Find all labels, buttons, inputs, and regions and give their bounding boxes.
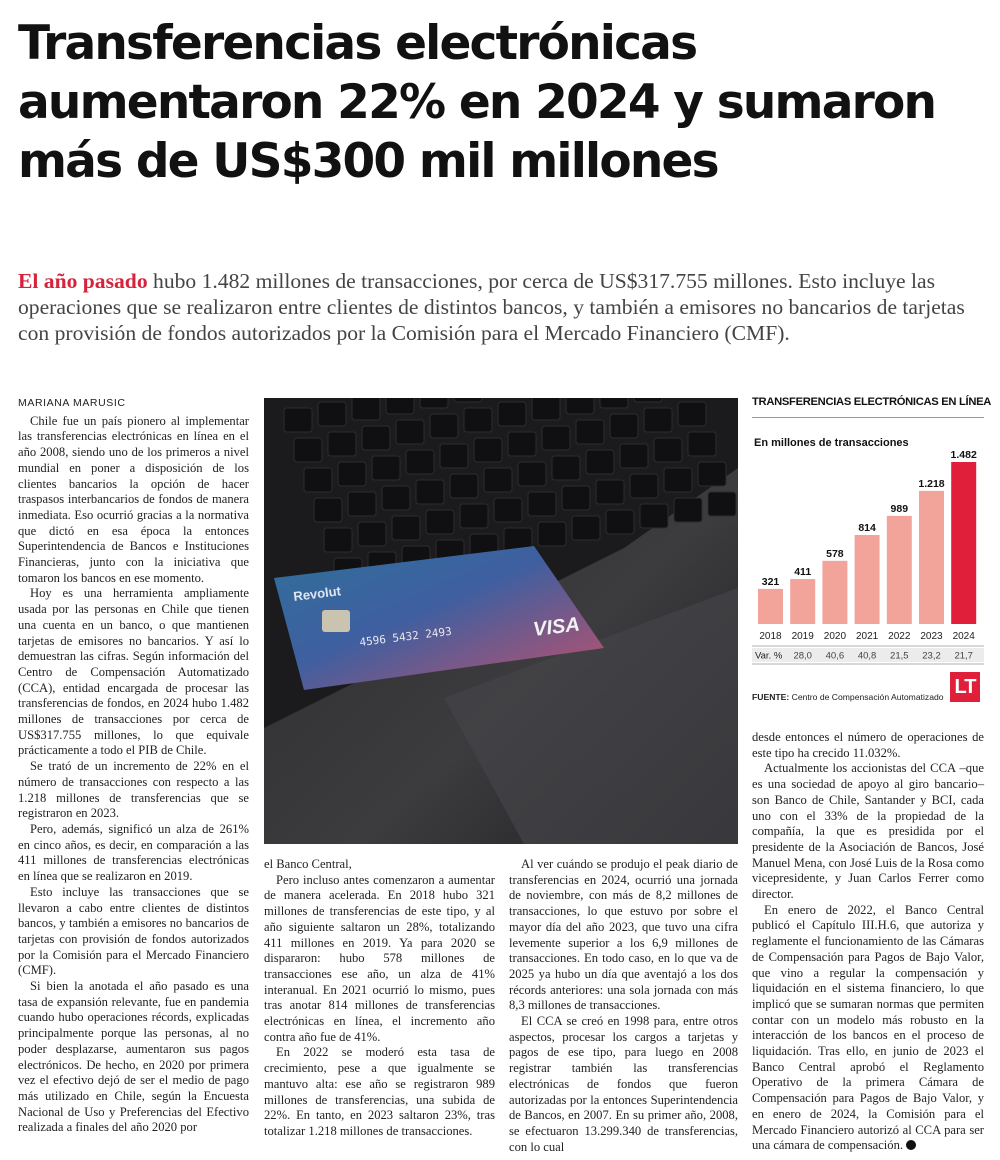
keyboard-key (440, 444, 468, 468)
chart-subtitle: En millones de transacciones (754, 437, 909, 449)
article-photo (264, 398, 738, 844)
keyboard-key (284, 408, 312, 432)
paragraph: Se trató de un incremento de 22% en el número de transacciones con respecto a las 1.218 millones de transferencias que se registraron en 2023. (18, 759, 249, 821)
keyboard-key (630, 474, 658, 498)
keyboard-key (688, 432, 716, 456)
keyboard-key (426, 510, 454, 534)
keyboard-key (600, 398, 628, 408)
x-tick-label: 2022 (888, 631, 911, 642)
paragraph: Chile fue un país pionero al implementar las transferencias electrónicas en línea en el año 2008, siendo uno de los primeros a nivel mundial en poner a disposición de los clientes bancarios la opción de hacer traspasos interbancarios de fondos de manera inmediata. Eso ocurrió gracias a la normativa que dictó en esa época la entonces Superintendencia de Bancos e Instituciones Financieras, junto con la iniciativa que tomaron los bancos en ese momento. (18, 413, 249, 585)
x-tick-label: 2021 (855, 631, 879, 642)
bar-value-label: 1.482 (950, 449, 977, 461)
keyboard-key (572, 516, 600, 540)
keyboard-key (674, 498, 702, 522)
paragraph: Actualmente los accionistas del CCA –que es una sociedad de apoyo al giro bancario– son Banco de Chile, Santander y BCI, cada uno con el 33% de la propiedad de la compañía, la que es presidida por el presidente de la Asociación de Bancos, José Manuel Mena, con José Luis de la Rosa como vicepresidente, y Juan Carlos Ferrer como director. (752, 761, 984, 902)
paragraph: Pero incluso antes comenzaron a aumentar de manera acelerada. En 2018 hubo 321 millones de transferencias de este tipo, y al año siguiente saltaron un 28%, totalizando 411 millones en 2019. Ya para 2020 se dispararon: hubo 578 millones de transacciones ese año, un alza de 41% interanual. En 2021 ocurrió lo mismo, pues tras anotar 814 millones de transferencias electrónicas en línea, el incremento año contra año fue de 41%. (264, 872, 495, 1044)
article-column-3 (509, 857, 738, 1155)
chart-bar (855, 535, 880, 624)
article-column-1 (18, 396, 249, 1136)
keyboard-key (318, 402, 346, 426)
lead-text: hubo 1.482 millones de transacciones, por cerca de US$317.755 millones. Esto incluye las operaciones que se realizaron entre clientes de distintos bancos, y también a emisores no bancarios de tarjetas con provisión de fondos autorizados por la Comisión para el Mercado Financiero (CMF). (18, 269, 965, 345)
chart-title: TRANSFERENCIAS ELECTRÓNICAS EN LÍNEA (752, 396, 992, 408)
x-tick-label: 2024 (952, 631, 975, 642)
keyboard-key (314, 498, 342, 522)
source-text: Centro de Compensación Automatizado (791, 692, 944, 702)
paragraph-text: En enero de 2022, el Banco Central publicó el Capítulo III.H.6, que autoriza y reglamente el funcionamiento de las Cámaras de Compensación para Pagos de Bajo Valor, que vino a regular la compensación y liquidación en el sistema financiero, lo que implicó que se sumaran normas que permiten contar con un modelo más robusto en la interacción de los bancos en el proceso de liquidación. Tras ello, en junio de 2023 el Banco Central aprobó el Reglamento Operativo de la primera Cámara de Compensación para Pagos de Bajo Valor, y en enero de 2024, la Comisión para el Mercado Financiero autorizó al CCA para ser una cámara de compensación. (752, 902, 984, 1153)
keyboard-key (532, 398, 560, 420)
paragraph: Hoy es una herramienta ampliamente usada por las personas en Chile que tienen una cuenta en un banco, o que mantienen tarjetas de emisores no bancarios. Y así lo demuestran las cifras. Según información del Centro de Compensación Automatizado (CCA), entidad encargada de procesar las transferencias de fondos, en 2024 hubo 1.482 millones de transacciones por cerca de US$317.755 millones, lo que equivale prácticamente a todo el PIB de Chile. (18, 586, 249, 758)
x-tick-label: 2018 (759, 631, 782, 642)
var-value-label: 40,8 (857, 650, 877, 662)
keyboard-key (498, 402, 526, 426)
chart-bar (790, 579, 815, 624)
keyboard-key (542, 426, 570, 450)
keyboard-key (304, 468, 332, 492)
keyboard-key (352, 398, 380, 420)
bar-value-label: 578 (826, 547, 844, 560)
paragraph (752, 903, 984, 1154)
x-tick-label: 2020 (823, 631, 847, 642)
keyboard-key (678, 402, 706, 426)
source-label: FUENTE: (752, 692, 790, 702)
keyboard-key (406, 450, 434, 474)
keyboard-key (460, 504, 488, 528)
keyboard-key (586, 450, 614, 474)
keyboard-key (430, 414, 458, 438)
keyboard-key (620, 444, 648, 468)
headline: Transferencias electrónicas aumentaron 22% en 2024 y sumaron más de US$300 mil millones (18, 16, 936, 189)
keyboard-key (348, 492, 376, 516)
paragraph: Al ver cuándo se produjo el peak diario de transferencias en 2024, ocurrió una jornada de noviembre, con más de 8,2 millones de transacciones, lo que estuvo por sobre el mayor día del año 2023, que tuvo una cifra levemente superior a los 6,9 millones de transacciones. En todo caso, en lo que va de 2025 ya hubo un día que aventajó a los dos récords anteriores: una sola jornada con más 8,3 millones de transacciones. (509, 857, 738, 1013)
lt-logo: LT (950, 672, 980, 702)
chart-bar (758, 589, 783, 624)
var-value-label: 23,2 (922, 650, 941, 662)
keyboard-key (566, 398, 594, 414)
keyboard-key (538, 522, 566, 546)
keyboard-key (552, 456, 580, 480)
lead-highlight: El año pasado (18, 269, 148, 293)
var-value-label: 21,7 (954, 650, 973, 662)
keyboard-key (386, 398, 414, 414)
keyboard-key (324, 528, 352, 552)
paragraph: Pero, además, significó un alza de 261% en cinco años, es decir, en comparación a las 411 millones de transferencias electrónicas en línea que se realizaron en 2019. (18, 821, 249, 884)
keyboard-key (484, 468, 512, 492)
keyboard-key (708, 492, 736, 516)
keyboard-key (508, 432, 536, 456)
keyboard-key (610, 414, 638, 438)
keyboard-key (474, 438, 502, 462)
keyboard-key (420, 398, 448, 408)
chart-bar (822, 561, 847, 624)
var-value-label: 40,6 (825, 650, 845, 662)
keyboard-key (464, 408, 492, 432)
article-column-2 (264, 857, 495, 1140)
keyboard-key (644, 408, 672, 432)
chart-bar (951, 462, 976, 624)
keyboard-key (576, 420, 604, 444)
x-tick-label: 2019 (791, 631, 814, 642)
keyboard-key (358, 522, 386, 546)
bar-value-label: 814 (858, 522, 876, 535)
chart-source (752, 692, 944, 702)
keyboard-key (416, 480, 444, 504)
var-value-label: 28,0 (793, 650, 812, 662)
keyboard-key (362, 426, 390, 450)
keyboard-key (634, 398, 662, 402)
lead-paragraph (18, 268, 978, 346)
keyboard-key (606, 510, 634, 534)
keyboard-key (698, 462, 726, 486)
keyboard-key (372, 456, 400, 480)
chart-plot (752, 396, 984, 686)
card-network-logo: VISA (531, 613, 581, 641)
bar-value-label: 411 (794, 566, 812, 579)
x-tick-label: 2023 (920, 631, 943, 642)
keyboard-key (596, 480, 624, 504)
keyboard-key (392, 516, 420, 540)
paragraph: Esto incluye las transacciones que se llevaron a cabo entre clientes de distintos bancos, y también a emisores no bancarios de tarjetas con provisión de fondos autorizados por la Comisión para el Mercado Financiero (CMF). (18, 884, 249, 978)
keyboard-key (528, 492, 556, 516)
keyboard-key (518, 462, 546, 486)
var-value-label: 21,5 (890, 650, 909, 662)
card-number: 4596 5432 2493 (358, 624, 453, 649)
keyboard-key (640, 504, 668, 528)
paragraph: desde entonces el número de operaciones de este tipo ha crecido 11.032%. (752, 730, 984, 760)
laptop-credit-card-photo (264, 398, 738, 844)
chart-bar (887, 516, 912, 624)
byline: MARIANA MARUSIC (18, 397, 126, 409)
keyboard-key (338, 462, 366, 486)
keyboard-key (294, 438, 322, 462)
keyboard-key (396, 420, 424, 444)
keyboard-key (494, 498, 522, 522)
keyboard-key (328, 432, 356, 456)
keyboard-key (454, 398, 482, 402)
keyboard-key (664, 468, 692, 492)
bar-chart (752, 396, 992, 712)
bar-value-label: 989 (890, 502, 909, 515)
card-chip (322, 610, 350, 632)
paragraph: En 2022 se moderó esta tasa de crecimiento, pese a que igualmente se mantuvo alta: ese año se registraron 989 millones de transferencias, una subida de 22%. En tanto, en 2023 saltaron 23%, tras totalizar 1.218 millones de transacciones. (264, 1045, 495, 1138)
keyboard-key (382, 486, 410, 510)
bar-value-label: 321 (761, 575, 780, 588)
bar-value-label: 1.218 (918, 477, 945, 490)
paragraph: el Banco Central, (264, 857, 352, 871)
card-brand: Revolut (292, 583, 342, 604)
keyboard-key (654, 438, 682, 462)
paragraph: El CCA se creó en 1998 para, entre otros aspectos, procesar los cargos a tarjetas y pagos de ese tipo, para luego en 2008 registrar también las transferencias electrónicas de fondos que fueron autorizadas por la entonces Superintendencia de Bancos, en 2007. En su primer año, 2008, se efectuaron 13.299.340 de transferencias, con lo cual (509, 1014, 738, 1154)
chart-bar (919, 491, 944, 624)
paragraph: Si bien la anotada el año pasado es una tasa de expansión relevante, fue en pandemia cuando hubo operaciones récords, explicadas principalmente porque las personas, al no poder desplazarse, aumentaron sus pagos electrónicos. De hecho, en 2020 por primera vez el efectivo dejó de ser el medio de pago más utilizado en Chile, según la Encuesta Nacional de Uso y Preferencias del Efectivo realizada a finales del año 2020 por (18, 979, 249, 1135)
article-column-4 (752, 730, 984, 1154)
keyboard-key (562, 486, 590, 510)
var-row-label: Var. % (755, 650, 783, 662)
end-of-article-icon (906, 1140, 916, 1150)
keyboard-key (450, 474, 478, 498)
